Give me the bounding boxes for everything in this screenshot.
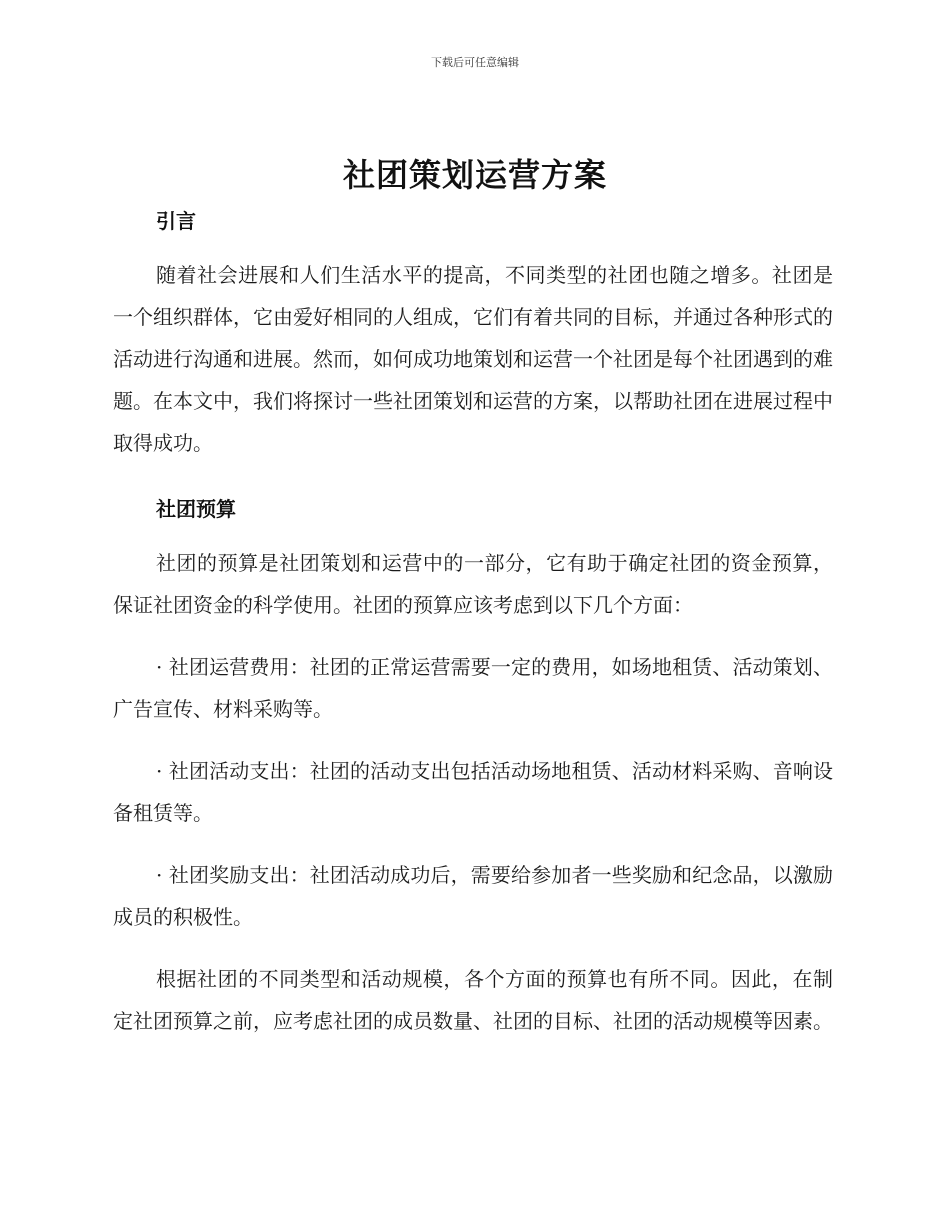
page-header-note: 下载后可任意编辑 [431, 56, 519, 69]
budget-item-reward: · 社团奖励支出：社团活动成功后，需要给参加者一些奖励和纪念品，以激励成员的积极性。 [113, 863, 833, 929]
budget-paragraph: 社团的预算是社团策划和运营中的一部分，它有助于确定社团的资金预算，保证社团资金的科学使用。社团的预算应该考虑到以下几个方面： [113, 551, 833, 617]
section-heading-budget: 社团预算 [156, 497, 236, 521]
document-body [113, 204, 833, 1042]
section-heading-intro: 引言 [156, 209, 196, 233]
budget-item-activity: · 社团活动支出：社团的活动支出包括活动场地租赁、活动材料采购、音响设备租赁等。 [113, 759, 833, 825]
intro-paragraph: 随着社会进展和人们生活水平的提高，不同类型的社团也随之增多。社团是一个组织群体，它由爱好相同的人组成，它们有着共同的目标，并通过各种形式的活动进行沟通和进展。然而，如何成功地策划和运营一个社团是每个社团遇到的难题。在本文中，我们将探讨一些社团策划和运营的方案，以帮助社团在进展过程中取得成功。 [113, 263, 833, 455]
budget-item-operation: · 社团运营费用：社团的正常运营需要一定的费用，如场地租赁、活动策划、广告宣传、材料采购等。 [113, 655, 833, 721]
document-title: 社团策划运营方案 [342, 156, 607, 194]
budget-conclusion-paragraph: 根据社团的不同类型和活动规模，各个方面的预算也有所不同。因此，在制定社团预算之前，应考虑社团的成员数量、社团的目标、社团的活动规模等因素。 [113, 967, 833, 1033]
